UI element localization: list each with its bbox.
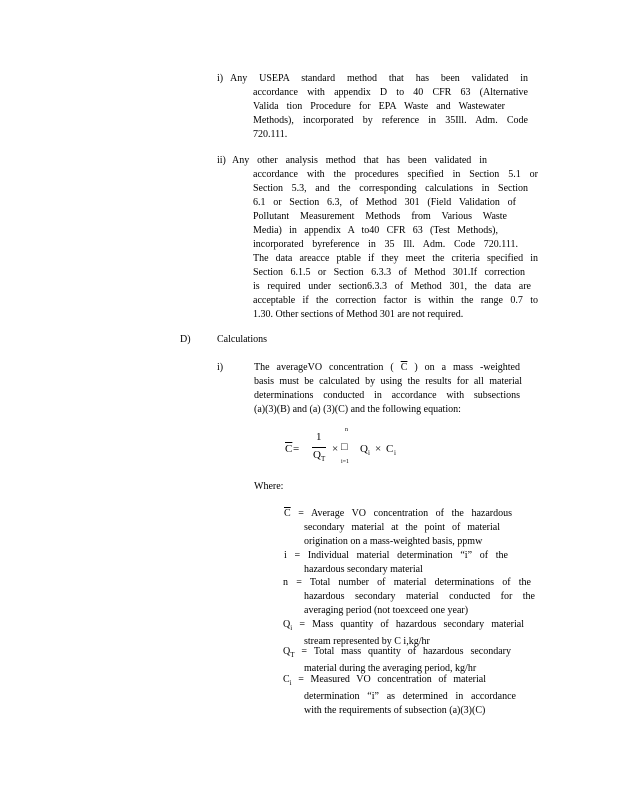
def-text: Mass quantity of hazardous secondary material bbox=[312, 619, 524, 630]
text-line: secondary material at the point of material bbox=[304, 522, 500, 533]
def-symbol-sub: i bbox=[289, 679, 292, 687]
def-sep: = bbox=[290, 508, 312, 519]
def-text: Average VO concentration of the hazardous bbox=[311, 508, 513, 519]
text-line: 1.30. Other sections of Method 301 are not required. bbox=[253, 309, 464, 320]
equation-q-sub: i bbox=[368, 449, 370, 457]
def-text: Total number of material determinations of the bbox=[309, 577, 531, 588]
sum-symbol: □ bbox=[341, 441, 348, 453]
equation-c-sub: i bbox=[394, 449, 396, 457]
equation-times: × bbox=[375, 443, 382, 455]
def-symbol: Q bbox=[283, 646, 291, 657]
text-line: Pollutant Measurement Methods from Various Waste bbox=[253, 211, 507, 222]
text-line bbox=[283, 673, 486, 690]
sum-upper-limit: n bbox=[345, 427, 348, 433]
text-line: Section 6.1.5 or Section 6.3.3 of Method 301.If correction bbox=[253, 267, 525, 278]
fraction-bar bbox=[312, 447, 326, 448]
text-line: incorporated byreference in 35 Ill. Adm. Code 720.111. bbox=[253, 239, 518, 250]
def-symbol: C bbox=[283, 674, 290, 685]
text-line: 720.111. bbox=[253, 129, 288, 140]
text-line: hazardous secondary material conducted for the bbox=[304, 591, 535, 602]
text-line: Media) in appendix A to40 CFR 63 (Test Methods), bbox=[253, 225, 498, 236]
text-line bbox=[284, 507, 512, 521]
text-line-suffix: ) on a mass -weighted bbox=[407, 362, 520, 373]
text-line: determination “i” as determined in accordance bbox=[304, 691, 516, 702]
text-line bbox=[283, 576, 531, 590]
definition-item bbox=[283, 576, 535, 618]
sum-lower-limit: i=1 bbox=[341, 459, 350, 465]
text-line: Any USEPA standard method that has been validated in bbox=[230, 73, 528, 84]
equation bbox=[283, 425, 483, 470]
definition-item bbox=[283, 645, 515, 676]
text-line: Any other analysis method that has been validated in bbox=[232, 155, 487, 166]
text-line: accordance with the procedures specified in Section 5.1 or bbox=[253, 169, 538, 180]
text-line bbox=[254, 361, 520, 375]
text-line: material during the averaging period, kg/hr bbox=[304, 663, 477, 674]
def-text: Total mass quantity of hazardous secondary bbox=[313, 646, 511, 657]
def-symbol: i bbox=[284, 550, 287, 561]
def-text: Individual material determination “i” of the bbox=[307, 550, 508, 561]
def-sep: = bbox=[288, 577, 310, 588]
text-line: Methods), incorporated by reference in 35Ill. Adm. Code bbox=[253, 115, 528, 126]
item-label: i) bbox=[217, 362, 224, 373]
section-title: Calculations bbox=[217, 334, 267, 345]
def-symbol: $\overline{C}$ bbox=[284, 508, 291, 519]
paragraph-item-d-i bbox=[254, 361, 522, 417]
def-sep: = bbox=[286, 550, 308, 561]
def-symbol: n bbox=[283, 577, 288, 588]
def-sep: = bbox=[291, 674, 311, 685]
text-line: Valida tion Procedure for EPA Waste and Wastewater bbox=[253, 101, 505, 112]
text-line: basis must be calculated by using the results for all material bbox=[254, 376, 522, 387]
text-line: The data areacce ptable if they meet the criteria specified in bbox=[253, 253, 538, 264]
paragraph-item-c-i bbox=[230, 72, 528, 142]
def-symbol: Q bbox=[283, 619, 291, 630]
item-label: ii) bbox=[217, 155, 226, 166]
text-line-prefix: The averageVO concentration ( bbox=[254, 362, 401, 373]
equation-denominator-sub: T bbox=[321, 455, 326, 463]
def-symbol-sub: T bbox=[290, 651, 295, 659]
equation-lhs: $\overline{C}$ bbox=[285, 443, 293, 455]
definition-item bbox=[284, 549, 514, 577]
text-line: with the requirements of subsection (a)(3)(C) bbox=[304, 705, 486, 716]
text-line bbox=[283, 618, 524, 635]
cbar-symbol: $\overline{C}$ bbox=[400, 362, 408, 373]
text-line: is required under section6.3.3 of Method 301, the data are bbox=[253, 281, 531, 292]
text-line: 6.1 or Section 6.3, of Method 301 (Field Validation of bbox=[253, 197, 516, 208]
text-line: stream represented by C i,kg/hr bbox=[304, 636, 430, 647]
definition-item bbox=[283, 673, 523, 718]
def-sep: = bbox=[292, 619, 313, 630]
text-line: Section 5.3, and the corresponding calculations in Section bbox=[253, 183, 528, 194]
equation-c: C bbox=[386, 443, 394, 455]
text-line bbox=[283, 645, 511, 662]
text-line: (a)(3)(B) and (a) (3)(C) and the following equation: bbox=[254, 404, 461, 415]
item-label: i) bbox=[217, 73, 224, 84]
definition-item bbox=[284, 507, 514, 549]
def-text: Measured VO concentration of material bbox=[310, 674, 487, 685]
text-line: acceptable if the correction factor is within the range 0.7 to bbox=[253, 295, 538, 306]
def-sep: = bbox=[294, 646, 314, 657]
equation-times: × bbox=[332, 443, 339, 455]
text-line: origination on a mass-weighted basis, ppmw bbox=[304, 536, 483, 547]
equation-q: Q bbox=[360, 443, 368, 455]
def-symbol-sub: i bbox=[290, 624, 293, 632]
text-line bbox=[284, 549, 508, 563]
equation-numerator: 1 bbox=[316, 431, 322, 443]
text-line: hazardous secondary material bbox=[304, 564, 423, 575]
text-line: averaging period (not toexceed one year) bbox=[304, 605, 469, 616]
equation-equals: = bbox=[293, 443, 300, 455]
section-label: D) bbox=[180, 334, 191, 345]
where-label: Where: bbox=[254, 481, 284, 492]
equation-denominator: Q bbox=[313, 449, 321, 461]
text-line: accordance with appendix D to 40 CFR 63 (Alternative bbox=[253, 87, 528, 98]
text-line: determinations conducted in accordance with subsections bbox=[254, 390, 520, 401]
paragraph-item-c-ii bbox=[232, 154, 538, 322]
